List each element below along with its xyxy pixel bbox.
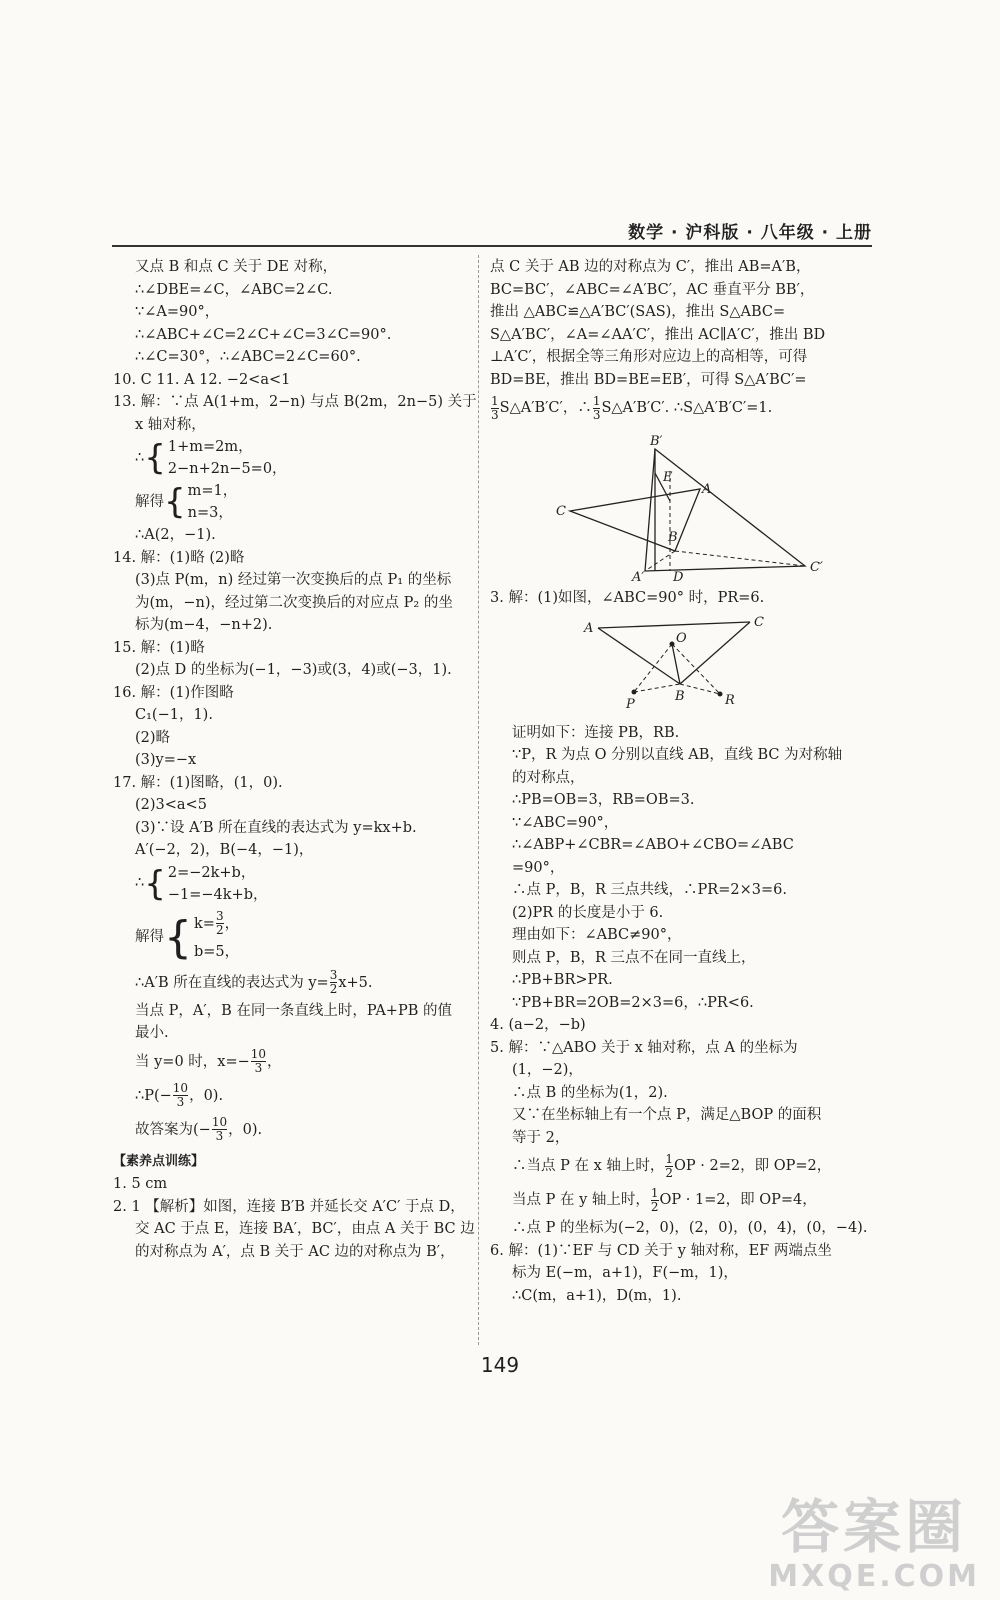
watermark-logo-text: 答案圈 bbox=[781, 1493, 968, 1561]
text-line: 的对称点为 A′，点 B 关于 AC 边的对称点为 B′， bbox=[135, 1243, 455, 1260]
text-line: 故答案为(− $\frac{10}{3}$ ，0). bbox=[135, 1115, 263, 1143]
text-line: 标为 E(−m，a+1)，F(−m，1)， bbox=[512, 1265, 738, 1281]
text-line: 等于 2， bbox=[512, 1129, 570, 1146]
answer-4-line: 4. (a−2，−b) bbox=[490, 1017, 586, 1033]
answer-6-line: 6. 解：(1)∵EF 与 CD 关于 y 轴对称，EF 两端点坐 bbox=[490, 1242, 832, 1259]
header-rule bbox=[112, 245, 872, 247]
text-line: ∴A(2，−1). bbox=[135, 527, 216, 543]
fraction: $\frac{1}{2}$ bbox=[665, 1151, 674, 1180]
watermark bbox=[768, 1495, 980, 1594]
equation: 2=−2k+b， bbox=[167, 864, 256, 881]
text-line: ∴C(m，a+1)，D(m，1). bbox=[512, 1287, 682, 1304]
label-C: C bbox=[556, 504, 566, 519]
fraction: $\frac{1}{2}$ bbox=[650, 1185, 659, 1214]
text-line: ∴∠DBE=∠C，∠ABC=2∠C. bbox=[135, 281, 333, 298]
text-line: (2)点 D 的坐标为(−1，−3)或(3，4)或(−3，1). bbox=[135, 662, 452, 678]
text-line: ∴PB+BR>PR. bbox=[512, 972, 613, 988]
label-B: B bbox=[675, 688, 685, 704]
text-line: (2)3<a<5 bbox=[135, 797, 207, 813]
text-line: 又点 B 和点 C 关于 DE 对称， bbox=[135, 259, 338, 275]
text-line: (3)点 P(m，n) 经过第一次变换后的点 P₁ 的坐标 bbox=[135, 572, 452, 588]
text-line: ∵PB+BR=2OB=2×3=6，∴PR<6. bbox=[512, 994, 754, 1011]
text-line: 1. 5 cm bbox=[113, 1176, 168, 1192]
text-line: ⊥A′C′，根据全等三角形对应边上的高相等，可得 bbox=[490, 349, 808, 365]
text-line: ∴当点 P 在 x 轴上时， $\frac{1}{2}$ OP · 2=2，即 OP=2， bbox=[512, 1151, 832, 1180]
text-line: ∵P，R 为点 O 分别以直线 AB，直线 BC 为对称轴 bbox=[512, 747, 843, 763]
equation: b=5， bbox=[194, 943, 240, 960]
equation: m=1， bbox=[187, 483, 238, 499]
text-line: $\frac{1}{3}$ S△A′B′C′，∴ $\frac{1}{3}$ S△A′B′C′. ∴S△A′B′C′=1. bbox=[491, 393, 773, 422]
answer-16-line: 16. 解：(1)作图略 bbox=[113, 684, 234, 701]
answer-14-line: 14. 解：(1)略 (2)略 bbox=[113, 549, 245, 566]
text-line: A′(−2，2)，B(−4，−1)， bbox=[135, 842, 314, 858]
text-line: 推出 △ABC≌△A′BC′(SAS)，推出 S△ABC= bbox=[490, 304, 786, 320]
answer-line-10-12: 10. C 11. A 12. −2<a<1 bbox=[113, 371, 291, 388]
equation: −1=−4k+b， bbox=[167, 886, 268, 903]
page-header: 数学 · 沪科版 · 八年级 · 上册 bbox=[628, 223, 872, 243]
label-R: R bbox=[725, 692, 735, 708]
text-line: =90°， bbox=[512, 859, 565, 876]
solution-system: 解得 { m=1， n=3， bbox=[135, 482, 238, 522]
equation: 2−n+2n−5=0， bbox=[167, 461, 287, 477]
solution-system: 解得 { k= $\frac{3}{2}$ ， b=5， bbox=[135, 909, 240, 963]
text-line: ∴P(− $\frac{10}{3}$ ，0). bbox=[135, 1081, 224, 1109]
text-line: ∵∠A=90°， bbox=[135, 304, 220, 320]
label-B-prime: B′ bbox=[650, 434, 663, 449]
text-line: 当点 P 在 y 轴上时， $\frac{1}{2}$ OP · 1=2，即 OP=4， bbox=[512, 1185, 817, 1214]
label-C: C bbox=[754, 615, 764, 630]
equation-system: ∴ { 1+m=2m， 2−n+2n−5=0， bbox=[135, 438, 287, 478]
text-line: (1，−2)， bbox=[512, 1062, 583, 1078]
answer-17-line: 17. 解：(1)图略，(1，0). bbox=[113, 774, 283, 791]
label-C-prime: C′ bbox=[810, 560, 823, 575]
answer-5-line: 5. 解：∵△ABO 关于 x 轴对称，点 A 的坐标为 bbox=[490, 1039, 798, 1056]
text-line: ∴A′B 所在直线的表达式为 y= $\frac{3}{2}$ x+5. bbox=[135, 968, 373, 996]
text-line: 标为(m−4，−n+2). bbox=[135, 617, 273, 633]
geometry-figure-1 bbox=[510, 431, 870, 581]
text-line: 2. 1 【解析】如图，连接 B′B 并延长交 A′C′ 于点 D， bbox=[113, 1198, 465, 1215]
section-heading: 【素养点训练】 bbox=[113, 1153, 205, 1169]
text-line: 则点 P，B，R 三点不在同一直线上， bbox=[512, 949, 756, 966]
text-line: ∴∠C=30°，∴∠ABC=2∠C=60°. bbox=[135, 349, 361, 365]
text-line: ∵∠ABC=90°， bbox=[512, 814, 619, 831]
watermark-url: MXQE.COM bbox=[768, 1559, 980, 1594]
text-line: 当 y=0 时，x=− $\frac{10}{3}$ ， bbox=[135, 1047, 282, 1075]
equation: 1+m=2m， bbox=[167, 439, 253, 455]
answer-13-line: 13. 解：∵点 A(1+m，2−n) 与点 B(2m，2n−5) 关于 bbox=[113, 394, 477, 410]
text-line: 又∵在坐标轴上有一个点 P，满足△BOP 的面积 bbox=[512, 1107, 822, 1123]
text-line: ∴点 P 的坐标为(−2，0)，(2，0)，(0，4)，(0，−4). bbox=[512, 1220, 868, 1236]
text-line: 交 AC 于点 E，连接 BA′，BC′，由点 A 关于 BC 边 bbox=[135, 1221, 475, 1237]
text-line: (3)y=−x bbox=[135, 752, 197, 768]
text-line: 的对称点， bbox=[512, 769, 585, 786]
fraction: $\frac{10}{3}$ bbox=[172, 1081, 189, 1109]
text-line: ∴点 P，B，R 三点共线，∴PR=2×3=6. bbox=[512, 882, 787, 898]
label-B: B bbox=[668, 530, 678, 545]
label-A: A bbox=[584, 620, 594, 636]
text-line: (2)PR 的长度是小于 6. bbox=[512, 904, 664, 921]
text-line: BD=BE，推出 BD=BE=EB′，可得 S△A′BC′= bbox=[490, 371, 807, 388]
text-line: C₁(−1，1). bbox=[135, 707, 213, 723]
label-A-prime: A′ bbox=[632, 570, 645, 581]
equation: n=3， bbox=[187, 505, 233, 521]
text-line: 点 C 关于 AB 边的对称点为 C′，推出 AB=A′B， bbox=[490, 259, 811, 275]
fraction: $\frac{1}{3}$ bbox=[592, 393, 601, 422]
page-number: 149 bbox=[480, 1353, 520, 1377]
label-D: D bbox=[673, 570, 684, 581]
text-line: ∴∠ABC+∠C=2∠C+∠C=3∠C=90°. bbox=[135, 326, 392, 343]
fraction: $\frac{3}{2}$ bbox=[215, 909, 224, 937]
text-line: ∴∠ABP+∠CBR=∠ABO+∠CBO=∠ABC bbox=[512, 837, 794, 853]
column-divider bbox=[478, 255, 479, 1345]
text-line: ∴PB=OB=3，RB=OB=3. bbox=[512, 792, 695, 808]
equation: k= bbox=[194, 915, 215, 932]
answer-13-line: x 轴对称， bbox=[135, 416, 206, 433]
text-line: (3)∵设 A′B 所在直线的表达式为 y=kx+b. bbox=[135, 819, 417, 836]
solve-label: 解得 bbox=[135, 493, 164, 510]
fraction: $\frac{1}{3}$ bbox=[491, 393, 499, 422]
text-line: 为(m，−n)，经过第二次变换后的对应点 P₂ 的坐 bbox=[135, 594, 453, 611]
text-line: S△A′BC′，∠A=∠AA′C′，推出 AC∥A′C′，推出 BD bbox=[490, 326, 826, 343]
text-line: 最小. bbox=[135, 1025, 169, 1041]
text-line: ∴点 B 的坐标为(1，2). bbox=[512, 1084, 668, 1101]
right-column bbox=[490, 256, 870, 1307]
text-line: (2)略 bbox=[135, 729, 171, 746]
label-E: E bbox=[663, 470, 673, 485]
text-line: BC=BC′，∠ABC=∠A′BC′，AC 垂直平分 BB′， bbox=[490, 281, 815, 298]
text-line: 理由如下：∠ABC≠90°， bbox=[512, 927, 682, 943]
label-O: O bbox=[676, 630, 687, 646]
equation-system: ∴ { 2=−2k+b， −1=−4k+b， bbox=[135, 863, 268, 904]
fraction: $\frac{10}{3}$ bbox=[211, 1115, 228, 1143]
text-line: 证明如下：连接 PB，RB. bbox=[512, 724, 680, 741]
geometry-figure-2 bbox=[580, 616, 940, 716]
fraction: $\frac{10}{3}$ bbox=[250, 1047, 267, 1075]
answer-3-line: 3. 解：(1)如图，∠ABC=90° 时，PR=6. bbox=[490, 590, 765, 606]
label-A: A bbox=[702, 482, 712, 497]
answer-15-line: 15. 解：(1)略 bbox=[113, 639, 205, 656]
label-P: P bbox=[626, 696, 635, 712]
left-column bbox=[113, 256, 477, 1263]
text-line: 当点 P，A′，B 在同一条直线上时，PA+PB 的值 bbox=[135, 1002, 452, 1019]
fraction: $\frac{3}{2}$ bbox=[329, 968, 338, 996]
solve-label: 解得 bbox=[135, 929, 164, 946]
